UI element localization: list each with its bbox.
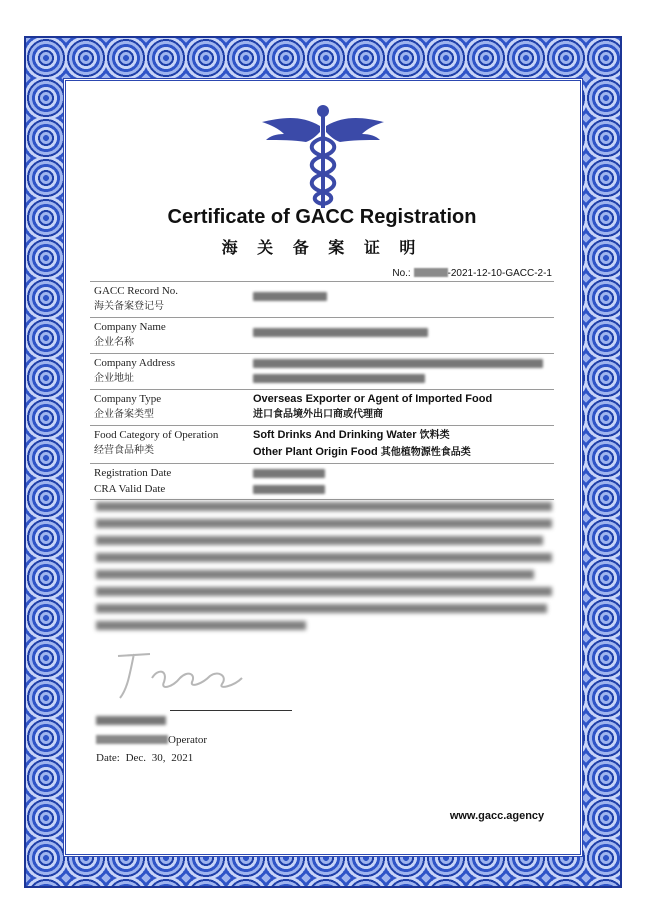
redacted-number [414,268,448,277]
caduceus-icon [260,104,386,210]
company-name-label: Company Name [94,321,166,333]
company-address-label: Company Address [94,357,175,369]
operator-role: Operator [168,734,208,746]
redacted-value [253,292,327,301]
redacted-signer-name [96,716,166,725]
redacted-value [253,359,543,368]
company-type-value [249,390,554,426]
record-no-label-cn: 海关备案登记号 [94,301,164,312]
field-label [90,354,249,390]
issue-date: Date: Dec. 30, 2021 [96,752,194,764]
company-address-label-cn: 企业地址 [94,373,134,384]
cra-valid-date-label: CRA Valid Date [94,483,166,496]
registration-info-table [90,281,554,500]
redacted-operator-name [96,735,168,744]
redacted-value [253,469,325,478]
company-type-text: Overseas Exporter or Agent of Imported Food [253,393,493,406]
table-row [90,464,554,500]
certificate-number-prefix: No.: [392,268,411,279]
handwritten-signature [110,648,260,708]
food-category-2-cn: 其他植物源性食品类 [380,447,471,459]
record-no-label: GACC Record No. [94,285,179,297]
redacted-statement [96,502,552,638]
redacted-value [253,374,425,383]
company-address-value [249,354,554,390]
dates-value [249,464,554,500]
table-row [90,390,554,426]
certificate-number [392,268,552,279]
company-name-label-cn: 企业名称 [94,337,134,348]
redacted-value [253,485,325,494]
field-label [90,282,249,318]
food-category-1-cn: 饮料类 [419,430,450,442]
certificate-title: Certificate of GACC Registration [167,206,477,228]
field-label [90,318,249,354]
table-row [90,318,554,354]
certificate-number-suffix: -2021-12-10-GACC-2-1 [447,268,552,279]
table-row [90,426,554,464]
record-no-value [249,282,554,318]
table-row [90,354,554,390]
company-type-label: Company Type [94,393,162,406]
food-category-label-cn: 经营食品种类 [94,445,154,457]
table-row [90,282,554,318]
food-category-2: Other Plant Origin Food [253,446,378,459]
redacted-value [253,328,428,337]
website-link[interactable]: www.gacc.agency [433,804,561,828]
field-label [90,390,249,426]
company-type-text-cn: 进口食品境外出口商或代理商 [253,409,383,421]
food-category-value [249,426,554,464]
company-type-label-cn: 企业备案类型 [94,409,154,421]
registration-date-label: Registration Date [94,467,172,480]
field-label [90,464,249,500]
signature-line [170,710,292,711]
certificate-title-cn: 海 关 备 案 证 明 [221,238,423,257]
food-category-1: Soft Drinks And Drinking Water [253,429,417,442]
food-category-label: Food Category of Operation [94,429,219,442]
operator-line [96,734,207,746]
field-label [90,426,249,464]
company-name-value [249,318,554,354]
